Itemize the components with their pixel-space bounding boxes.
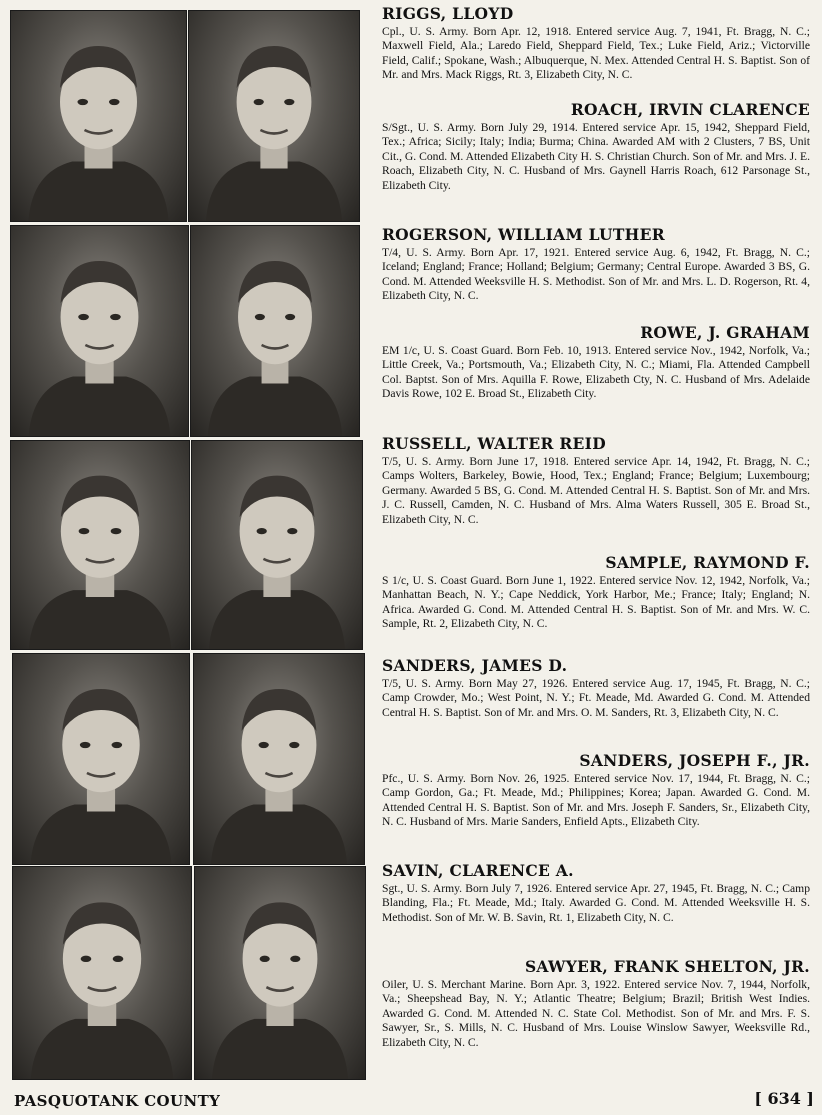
entry-savin: [382, 861, 810, 925]
entry-name: RIGGS, LLOYD: [382, 4, 514, 23]
entry-bio: EM 1/c, U. S. Coast Guard. Born Feb. 10, 1913. Entered service Nov., 1942, Norfolk, Va.; Little Creek, Va.; Portsmouth, Va.; Elizabeth City, N. C.; Miami, Fla. Attended Campbell Col. Baptst. Son of Mrs. Aquilla F. Rowe, Elizabeth Cty, N. C. Husband of Mrs. Adelaide Davis Rowe, 102 E. Broad St., Elizabeth City.: [382, 344, 810, 401]
entry-sanders-joseph: [382, 751, 810, 830]
entry-riggs: [382, 4, 810, 83]
entry-russell: [382, 434, 810, 527]
entry-bio: Sgt., U. S. Army. Born July 7, 1926. Entered service Apr. 27, 1945, Ft. Bragg, N. C.; Camp Blanding, Fla.; Ft. Meade, Md.; Italy. Awarded G. Cond. M. Attended Weeksville H. S. Methodist. Son of Mr. W. B. Savin, Rt. 1, Elizabeth City, N. C.: [382, 882, 810, 924]
entry-name: SANDERS, JAMES D.: [382, 656, 568, 675]
entry-bio: S/Sgt., U. S. Army. Born July 29, 1914. Entered service Apr. 15, 1942, Sheppard Field, Tex.; Africa; Sicily; Italy; India; Burma; China. Awarded AM with 2 Clusters, 7 BS, Unit Cit., G. Cond. M. Attended Elizabeth City H. S. Christian Church. Son of Mr. and Mrs. J. E. Roach, Elizabeth City, N. C. Husband of Mrs. Gaynell Harris Roach, 612 Parsonage St., Elizabeth City.: [382, 121, 810, 192]
entry-sawyer: [382, 957, 810, 1050]
entry-bio: Pfc., U. S. Army. Born Nov. 26, 1925. Entered service Nov. 17, 1944, Ft. Bragg, N. C.; Camp Gordon, Ga.; Ft. Meade, Md.; Philippines; Korea; Japan. Awarded G. Cond. M. Attended Central H. S. Baptist. Son of Mr. and Mrs. Joseph F. Sanders, Sr., Elizabeth City, N. C. Husband of Mrs. Marie Sanders, Enfield Apts., Elizabeth City.: [382, 772, 810, 829]
entry-bio: Cpl., U. S. Army. Born Apr. 12, 1918. Entered service Aug. 7, 1941, Ft. Bragg, N. C.; Maxwell Field, Ala.; Laredo Field, Sheppard Field, Tex.; Luke Field, Ariz.; Victorville Field, Calif.; Spokane, Wash.; Albuquerque, N. Mex. Attended Central H. S. Baptist. Son of Mr. and Mrs. Mack Riggs, Rt. 3, Elizabeth City, N. C.: [382, 25, 810, 82]
entry-bio: T/5, U. S. Army. Born June 17, 1918. Entered service Apr. 14, 1942, Ft. Bragg, N. C.; Camps Wolters, Barkeley, Bowie, Hood, Tex.; England; France; Belgium; Luxembourg; Germany. Awarded 5 BS, G. Cond. M. Attended Central H. S. Baptist. Son of Mr. and Mrs. J. C. Russell, Camden, N. C. Husband of Mrs. Alma Waters Russell, 305 E. Broad St., Elizabeth City, N. C.: [382, 455, 810, 526]
entry-rogerson: [382, 225, 810, 304]
entry-sanders-james: [382, 656, 810, 720]
entry-name: ROACH, IRVIN CLARENCE: [570, 100, 810, 119]
entry-name: RUSSELL, WALTER REID: [382, 434, 606, 453]
county-footer: PASQUOTANK COUNTY: [14, 1092, 221, 1110]
entry-sample: [382, 553, 810, 632]
entry-roach: [382, 100, 810, 193]
entry-name: SAVIN, CLARENCE A.: [382, 861, 574, 880]
entry-name: ROGERSON, WILLIAM LUTHER: [382, 225, 665, 244]
entry-bio: T/5, U. S. Army. Born May 27, 1926. Entered service Aug. 17, 1945, Ft. Bragg, N. C.; Camp Crowder, Mo.; West Point, N. Y.; Ft. Meade, Md. Awarded G. Cond. M. Attended Central H. S. Baptist. Son of Mr. and Mrs. O. M. Sanders, Rt. 3, Elizabeth City, N. C.: [382, 677, 810, 719]
entry-name: SAWYER, FRANK SHELTON, JR.: [524, 957, 810, 976]
entry-name: SAMPLE, RAYMOND F.: [605, 553, 810, 572]
entry-bio: S 1/c, U. S. Coast Guard. Born June 1, 1922. Entered service Nov. 12, 1942, Norfolk, Va.; Manhattan Beach, N. Y.; Cape Neddick, York Harbor, Me.; France; Italy; England; N. Africa. Awarded G. Cond. M. Attended Central H. S. Baptist. Son of Mr. and Mrs. W. C. Sample, Rt. 2, Elizabeth City, N. C.: [382, 574, 810, 631]
entry-name: ROWE, J. GRAHAM: [640, 323, 810, 342]
entry-rowe: [382, 323, 810, 402]
entry-bio: Oiler, U. S. Merchant Marine. Born Apr. 3, 1922. Entered service Nov. 7, 1944, Norfolk, Va.; Sheepshead Bay, N. Y.; Atlantic Theatre; Belgium; Brazil; British West Indies. Awarded G. Cond. M. Attended N. C. State Col. Methodist. Son of Mr. and Mrs. F. S. Sawyer, Sr., S. Mills, N. C. Husband of Mrs. Louise Winslow Sawyer, Weeksville Rd., Elizabeth City, N. C.: [382, 978, 810, 1049]
entry-bio: T/4, U. S. Army. Born Apr. 17, 1921. Entered service Aug. 6, 1942, Ft. Bragg, N. C.; Iceland; England; France; Holland; Belgium; Germany; Central Europe. Awarded 3 BS, G. Cond. M. Attended Weeksville H. S. Methodist. Son of Mr. and Mrs. L. D. Rogerson, Rt. 4, Elizabeth City, N. C.: [382, 246, 810, 303]
page-number: [ 634 ]: [754, 1089, 814, 1108]
entry-name: SANDERS, JOSEPH F., JR.: [579, 751, 810, 770]
